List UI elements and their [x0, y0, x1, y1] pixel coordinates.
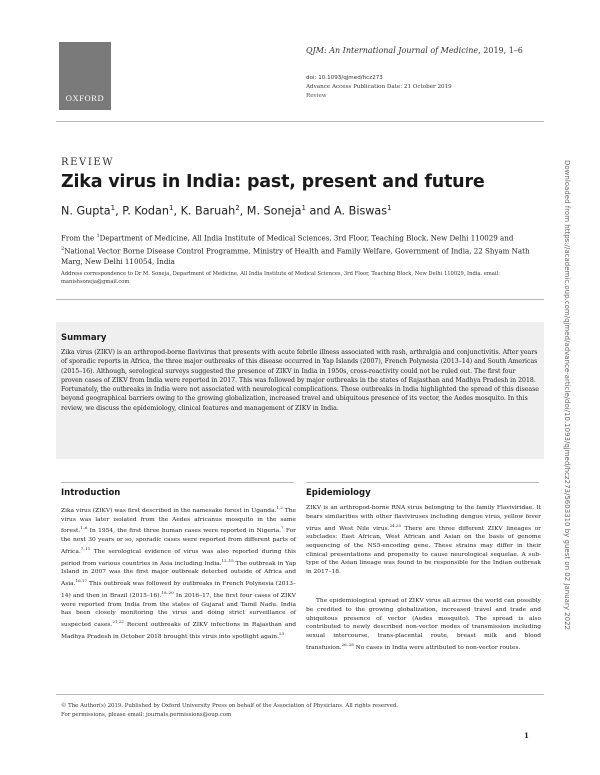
author-list [61, 204, 392, 218]
doi-link[interactable]: doi: 10.1093/qjmed/hcz273 [306, 75, 383, 81]
author-affiliation-marker: 1 [110, 204, 116, 212]
paragraph-text: The outbreak in Yap Island in 2007 was the first major outbreak detected outside of Africa and Asia. [61, 560, 297, 588]
citation-ref[interactable]: 7–11 [80, 545, 91, 551]
page-number: 1 [524, 731, 529, 740]
oxford-logo-label: OXFORD [65, 93, 105, 103]
footer [61, 702, 398, 719]
author-separator: , [115, 204, 123, 218]
epidemiology-heading: Epidemiology [306, 488, 371, 498]
affiliation-2: National Vector Borne Disease Control Programme, Ministry of Health and Family Welfare, Government of India, 22 Shyam Nath Marg, New Delhi 110054, India [61, 246, 530, 267]
author-affiliation-marker: 2 [235, 204, 240, 212]
oxford-logo [59, 42, 111, 110]
advance-access-date: Advance Access Publication Date: 21 October 2019 [306, 84, 452, 90]
paragraph-text: In 2016–17, the first four cases of ZIKV were reported from India from the states of Gujarat and Tamil Nadu. India has been closely monitoring the virus and doing strict surveillance of suspected cases. [61, 592, 297, 629]
paragraph-text: The serological evidence of virus was also reported during this period from various countries in Asia including India. [61, 548, 296, 567]
author-name[interactable]: K. Baruah [180, 204, 236, 218]
author-separator: and [305, 204, 335, 218]
journal-name[interactable]: QJM: An International Journal of Medicine [306, 46, 479, 55]
citation-ref[interactable]: 21,22 [112, 619, 124, 625]
section-tag: REVIEW [61, 157, 115, 168]
citation-ref[interactable]: 24,25 [389, 522, 402, 528]
intro-rule [61, 482, 294, 483]
affiliations [61, 231, 541, 268]
footer-divider [56, 694, 544, 695]
paragraph-text: Recent outbreaks of ZIKV infections in Rajasthan and Madhya Pradesh in October 2018 brought this virus into spotlight again. [61, 622, 296, 640]
article-title: Zika virus in India: past, present and future [61, 172, 485, 192]
author-affiliation-marker: 1 [168, 204, 174, 212]
paragraph-text: No cases in India were attributed to non-vector routes. [353, 644, 521, 651]
article-meta [306, 74, 452, 101]
author-affiliation-marker: 1 [387, 204, 392, 212]
citation-ref[interactable]: 18–20 [161, 589, 174, 595]
download-watermark: Downloaded from https://academic.oup.com/qjmed/advance-article/doi/10.1093/qjmed/hcz273/5603310 by guest on 02 January 2022 [563, 160, 571, 630]
paragraph-text: ZIKV is an arthropod-borne RNA virus belonging to the family Flaviviridae. It bears similarities with other flaviviruses including dengue virus, yellow fever virus and West Nile virus. [306, 505, 541, 532]
paragraph-text: This outbreak was followed by outbreaks in French Polynesia (2013–14) and then in Brazil (2015–16). [61, 581, 296, 599]
paragraph-text: For the next 30 years or so, sporadic cases were reported from different parts of Africa. [61, 528, 296, 555]
author-name[interactable]: A. Biswas [334, 204, 388, 218]
author-name[interactable]: M. Soneja [246, 204, 302, 218]
journal-year-pages: , 2019, 1–6 [478, 46, 523, 55]
epi-rule [306, 482, 539, 483]
introduction-text [61, 504, 296, 642]
epidemiology-paragraph-1 [306, 504, 541, 577]
citation-ref[interactable]: 1,2 [276, 505, 283, 510]
paragraph-text: There are three different ZIKV lineages or subclades: East African, West African and Asian on the basis of genome sequencing of the NS5-encoding gene. These strains may differ in their clinical presentations and propensity to cause neurological sequelae. A sub-type of the Asian lineage was found to be responsible for the Indian outbreak in 2017–18. [306, 525, 541, 576]
citation-ref[interactable]: 26–28 [341, 641, 354, 647]
summary-heading: Summary [61, 333, 107, 343]
copyright-notice: © The Author(s) 2019. Published by Oxford University Press on behalf of the Association of Physicians. All rights reserved. [61, 703, 399, 709]
citation-ref[interactable]: 12–15 [221, 557, 234, 563]
affiliation-1: Department of Medicine, All India Institute of Medical Sciences, 3rd Floor, Teaching Block, New Delhi 110029 and [99, 233, 514, 243]
citation-ref[interactable]: 7 [281, 525, 284, 531]
citation-ref[interactable]: 23 [278, 630, 285, 636]
author-separator: , [239, 204, 247, 218]
meta-divider [56, 299, 544, 300]
epidemiology-paragraph-2 [306, 597, 541, 652]
paragraph-text: In 1954, the first three human cases were reported in Nigeria. [87, 528, 282, 535]
citation-ref[interactable]: 1–6 [80, 525, 88, 531]
paragraph-text: The virus was later isolated from the Aedes africanus mosquito in the same forest. [61, 507, 296, 535]
header-divider [56, 121, 544, 122]
author-affiliation-marker: 1 [301, 204, 306, 212]
summary-text: Zika virus (ZIKV) is an arthropod-borne flavivirus that presents with acute febrile illness associated with rash, arthralgia and conjunctivitis. After years of sporadic reports in Africa, the three major outbreaks of this disease occurred in Yap Islands (2007), French Polynesia (2013–14) and South Americas (2015–16). Although, serological surveys suggested the presence of ZIKV in India in 1950s, cross-reactivity could not be ruled out. The first four proven cases of ZIKV from India were reported in 2017. This was followed by major outbreaks in the states of Rajasthan and Madhya Pradesh in 2018. Fortunately, the outbreaks in India were not associated with neurological complications. These outbreaks in India highlighted the spread of this disease beyond geographical barriers owing to the growing globalization, increased travel and ubiquitous presence of its vector, the Aedes mosquito. In this review, we discuss the epidemiology, clinical features and management of ZIKV in India. [61, 349, 539, 412]
introduction-heading: Introduction [61, 488, 121, 498]
affiliation-marker: 2 [61, 245, 65, 252]
correspondence-address: Address correspondence to Dr M. Soneja, Department of Medicine, All India Institute of Medical Sciences, 3rd Floor, Teaching Block, New Delhi 110029, India. email: manishsoneja@gmail.com [61, 271, 500, 285]
author-name[interactable]: P. Kodan [122, 204, 169, 218]
paragraph-text: Zika virus (ZIKV) was first described in the namesake forest in Uganda. [61, 507, 277, 514]
affiliation-marker: 1 [96, 233, 100, 239]
article-type: Review [306, 93, 327, 99]
citation-ref[interactable]: 16,17 [75, 578, 87, 584]
journal-citation [306, 46, 523, 55]
author-separator: , [173, 204, 181, 218]
permissions-notice[interactable]: For permissions, please email: journals.permissions@oup.com [61, 711, 232, 718]
affiliation-prefix: From the [61, 233, 97, 243]
author-name[interactable]: N. Gupta [61, 204, 111, 218]
paragraph-text: The epidemiological spread of ZIKV virus all across the world can possibly be credited to the growing globalization, increased travel and trade and ubiquitous presence of vector (Aedes mosquito). The spread is also contributed to newly described non-vector modes of transmission including sexual intercourse, trans-placental route, breast milk and blood transfusion. [306, 598, 541, 651]
